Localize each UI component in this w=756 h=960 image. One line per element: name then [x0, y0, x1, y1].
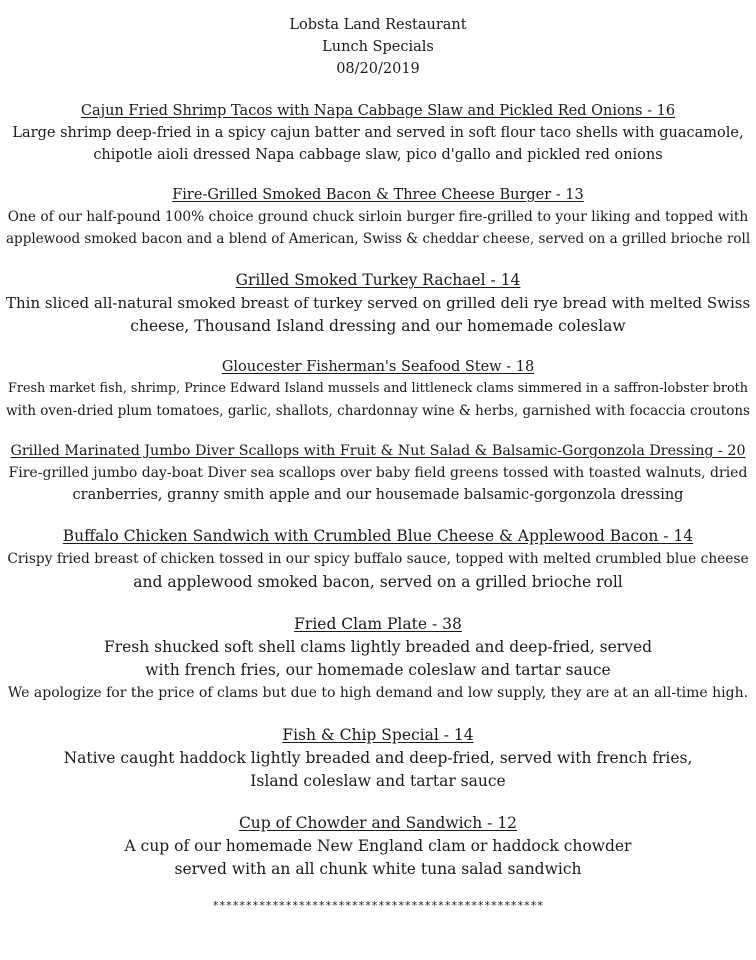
description-line: We apologize for the price of clams but due to high demand and low supply, they are at an all-time high. [7, 685, 749, 701]
menu-header [0, 0, 756, 80]
description-line: Large shrimp deep-fried in a spicy cajun batter and served in soft flour taco shells with guacamole, [12, 125, 744, 141]
menu-item-title: Fish & Chip Special - 14 [282, 726, 474, 744]
menu-item-description [0, 292, 756, 338]
menu-item-description [0, 122, 756, 166]
menu-date: 08/20/2019 [336, 61, 420, 77]
menu-item-description [0, 206, 756, 250]
menu-subtitle: Lunch Specials [322, 39, 434, 55]
menu-item-title: Cup of Chowder and Sandwich - 12 [238, 814, 518, 832]
menu-item-description [0, 747, 756, 793]
menu-item-title: Grilled Smoked Turkey Rachael - 14 [235, 271, 521, 289]
menu-item-description [0, 548, 756, 594]
description-line: Native caught haddock lightly breaded and deep-fried, served with french fries, [63, 749, 693, 767]
menu-item [0, 184, 756, 250]
description-line: A cup of our homemade New England clam or haddock chowder [124, 837, 632, 855]
menu-item-description [0, 636, 756, 705]
menu-item-title: Grilled Marinated Jumbo Diver Scallops with Fruit & Nut Salad & Balsamic-Gorgonzola Dressing - 20 [10, 443, 746, 459]
footer-divider: ************************************************** [212, 899, 544, 912]
description-line: served with an all chunk white tuna salad sandwich [174, 860, 582, 878]
menu-item [0, 612, 756, 705]
description-line: with french fries, our homemade coleslaw and tartar sauce [145, 661, 611, 679]
menu-item [0, 524, 756, 594]
description-line: Island coleslaw and tartar sauce [250, 772, 506, 790]
description-line: Crispy fried breast of chicken tossed in our spicy buffalo sauce, topped with melted crumbled blue cheese [7, 551, 749, 567]
menu-item-title: Fried Clam Plate - 38 [294, 615, 462, 633]
menu-item [0, 268, 756, 338]
description-line: Fire-grilled jumbo day-boat Diver sea scallops over baby field greens tossed with toasted walnuts, dried [8, 465, 748, 481]
description-line: Thin sliced all-natural smoked breast of turkey served on grilled deli rye bread with melted Swiss [6, 294, 751, 312]
menu-item-title: Fire-Grilled Smoked Bacon & Three Cheese Burger - 13 [172, 187, 584, 203]
description-line: applewood smoked bacon and a blend of American, Swiss & cheddar cheese, served on a grilled brioche roll [6, 231, 751, 247]
menu-item-description [0, 835, 756, 881]
menu-items [0, 100, 756, 881]
description-line: Fresh market fish, shrimp, Prince Edward Island mussels and littleneck clams simmered in a saffron-lobster broth [8, 381, 748, 396]
menu-item [0, 440, 756, 506]
menu-item [0, 100, 756, 166]
menu-item [0, 356, 756, 422]
menu-item-description [0, 378, 756, 422]
description-line: cheese, Thousand Island dressing and our homemade coleslaw [130, 317, 626, 335]
restaurant-name: Lobsta Land Restaurant [289, 17, 467, 33]
menu-item-description [0, 462, 756, 506]
description-line: and applewood smoked bacon, served on a grilled brioche roll [133, 573, 623, 591]
menu-item [0, 811, 756, 881]
menu-item-title: Buffalo Chicken Sandwich with Crumbled Blue Cheese & Applewood Bacon - 14 [62, 527, 694, 545]
menu-item-title: Cajun Fried Shrimp Tacos with Napa Cabbage Slaw and Pickled Red Onions - 16 [80, 103, 676, 119]
description-line: cranberries, granny smith apple and our housemade balsamic-gorgonzola dressing [72, 487, 684, 503]
description-line: Fresh shucked soft shell clams lightly breaded and deep-fried, served [103, 638, 653, 656]
description-line: with oven-dried plum tomatoes, garlic, shallots, chardonnay wine & herbs, garnished with focaccia croutons [6, 403, 750, 419]
menu-item-title: Gloucester Fisherman's Seafood Stew - 18 [221, 359, 535, 375]
menu-item [0, 723, 756, 793]
description-line: chipotle aioli dressed Napa cabbage slaw, pico d'gallo and pickled red onions [93, 147, 663, 163]
description-line: One of our half-pound 100% choice ground chuck sirloin burger fire-grilled to your liking and topped with [7, 209, 749, 225]
